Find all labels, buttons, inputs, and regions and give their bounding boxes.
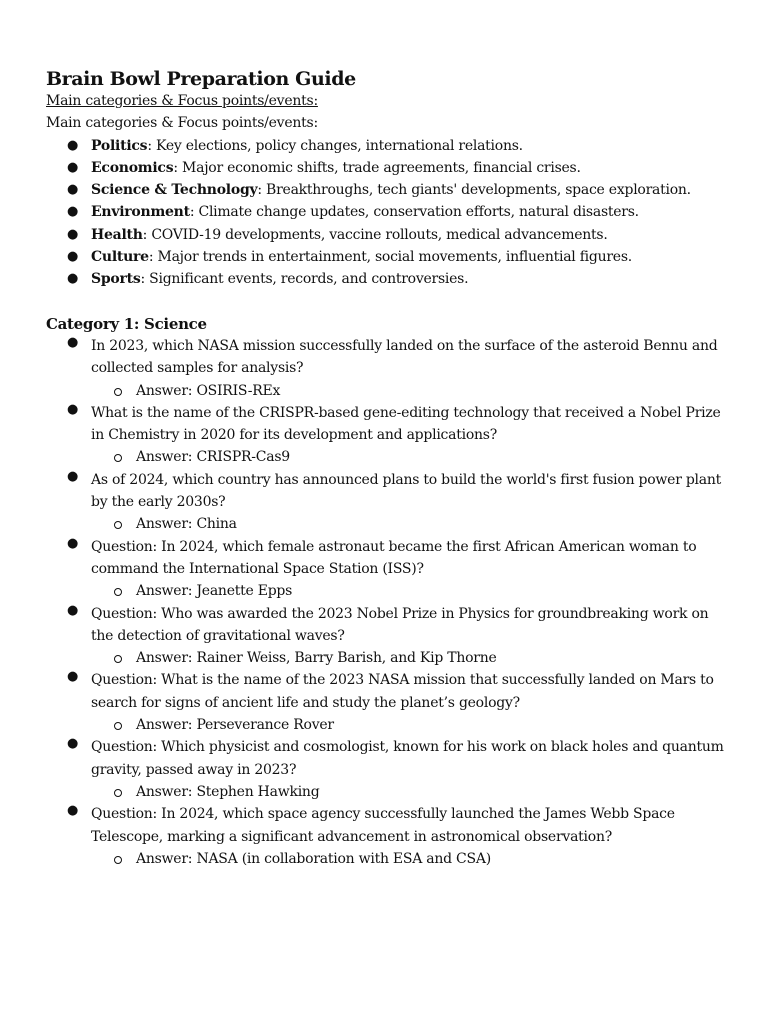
category-description: : Major trends in entertainment, social movements, influential figures. [148, 249, 632, 266]
question-list [46, 335, 726, 870]
hollow-bullet-icon [114, 655, 122, 663]
bullet-icon: ● [67, 226, 79, 242]
question-item [46, 669, 726, 736]
category-name: Science & Technology [91, 182, 258, 199]
answer-text: Answer: Perseverance Rover [136, 717, 334, 734]
category-description: : Climate change updates, conservation efforts, natural disasters. [189, 204, 639, 221]
answer-item [46, 781, 726, 803]
page-title: Brain Bowl Preparation Guide [46, 68, 356, 90]
list-item [46, 201, 726, 223]
answer-text: Answer: NASA (in collaboration with ESA and CSA) [136, 850, 491, 867]
category-name: Economics [91, 159, 174, 176]
hollow-bullet-icon [114, 789, 122, 797]
question-text: As of 2024, which country has announced plans to build the world's first fusion power plant by the early 2030s? [91, 471, 722, 511]
answer-item [46, 848, 726, 870]
question-text: In 2023, which NASA mission successfully landed on the surface of the asteroid Bennu and collected samples for analysis? [91, 337, 718, 377]
bullet-icon: ● [67, 803, 79, 819]
answer-item [46, 380, 726, 402]
bullet-icon: ● [67, 249, 79, 265]
list-item [46, 268, 726, 290]
hollow-bullet-icon [114, 856, 122, 864]
subtitle: Main categories & Focus points/events: [46, 115, 318, 132]
document-body [46, 66, 726, 870]
bullet-icon: ● [67, 468, 79, 484]
category-description: : Major economic shifts, trade agreements, financial crises. [173, 159, 581, 176]
bullet-icon: ● [67, 159, 79, 175]
list-item [46, 246, 726, 268]
bullet-icon: ● [67, 736, 79, 752]
question-text: Question: What is the name of the 2023 NASA mission that successfully landed on Mars to search for signs of ancient life and study the planet’s geology? [91, 672, 714, 711]
category-description: : Breakthroughs, tech giants' developments, space exploration. [257, 182, 691, 199]
bullet-icon: ● [67, 334, 79, 350]
subtitle-underlined: Main categories & Focus points/events: [46, 93, 318, 109]
question-item [46, 335, 726, 402]
category-name: Health [91, 226, 143, 243]
answer-item [46, 580, 726, 602]
bullet-icon: ● [67, 602, 79, 618]
answer-text: Answer: OSIRIS-REx [136, 382, 281, 399]
bullet-icon: ● [67, 204, 79, 220]
category-name: Politics [91, 137, 148, 154]
hollow-bullet-icon [114, 454, 122, 462]
question-item [46, 469, 726, 536]
hollow-bullet-icon [114, 722, 122, 730]
bullet-icon: ● [67, 669, 79, 685]
answer-item [46, 446, 726, 468]
list-item [46, 135, 726, 157]
bullet-icon: ● [67, 182, 79, 198]
category-name: Culture [91, 249, 149, 266]
list-item [46, 224, 726, 246]
category-description: : Significant events, records, and controversies. [140, 271, 469, 288]
question-item [46, 736, 726, 803]
hollow-bullet-icon [114, 521, 122, 529]
bullet-icon: ● [67, 137, 79, 153]
category-description: : COVID-19 developments, vaccine rollouts, medical advancements. [142, 226, 608, 243]
answer-text: Answer: Stephen Hawking [136, 783, 320, 800]
question-text: Question: Who was awarded the 2023 Nobel Prize in Physics for groundbreaking work on the detection of gravitational waves? [91, 605, 709, 644]
question-text: Question: In 2024, which space agency successfully launched the James Webb Space Telescope, marking a significant advancement in astronomical observation? [91, 806, 675, 845]
bullet-icon: ● [67, 535, 79, 551]
question-text: Question: Which physicist and cosmologist, known for his work on black holes and quantum gravity, passed away in 2023? [91, 739, 724, 778]
answer-text: Answer: CRISPR-Cas9 [136, 449, 290, 466]
answer-text: Answer: Jeanette Epps [136, 583, 293, 600]
hollow-bullet-icon [114, 588, 122, 596]
question-item [46, 536, 726, 603]
categories-list [46, 135, 726, 291]
question-text: What is the name of the CRISPR-based gene-editing technology that received a Nobel Prize in Chemistry in 2020 for its development and applications? [91, 404, 721, 444]
answer-item [46, 647, 726, 669]
answer-text: Answer: China [136, 516, 237, 533]
section-heading: Category 1: Science [46, 314, 207, 333]
category-name: Sports [91, 271, 141, 288]
question-item [46, 402, 726, 469]
category-description: : Key elections, policy changes, international relations. [147, 137, 523, 154]
answer-item [46, 513, 726, 535]
category-name: Environment [91, 204, 190, 221]
list-item [46, 179, 726, 201]
blank-line [46, 291, 726, 313]
hollow-bullet-icon [114, 388, 122, 396]
answer-text: Answer: Rainer Weiss, Barry Barish, and Kip Thorne [136, 650, 497, 667]
bullet-icon: ● [67, 401, 79, 417]
question-text: Question: In 2024, which female astronaut became the first African American woman to command the International Space Station (ISS)? [91, 538, 697, 577]
list-item [46, 157, 726, 179]
question-item [46, 803, 726, 870]
question-item [46, 603, 726, 670]
bullet-icon: ● [67, 271, 79, 287]
answer-item [46, 714, 726, 736]
